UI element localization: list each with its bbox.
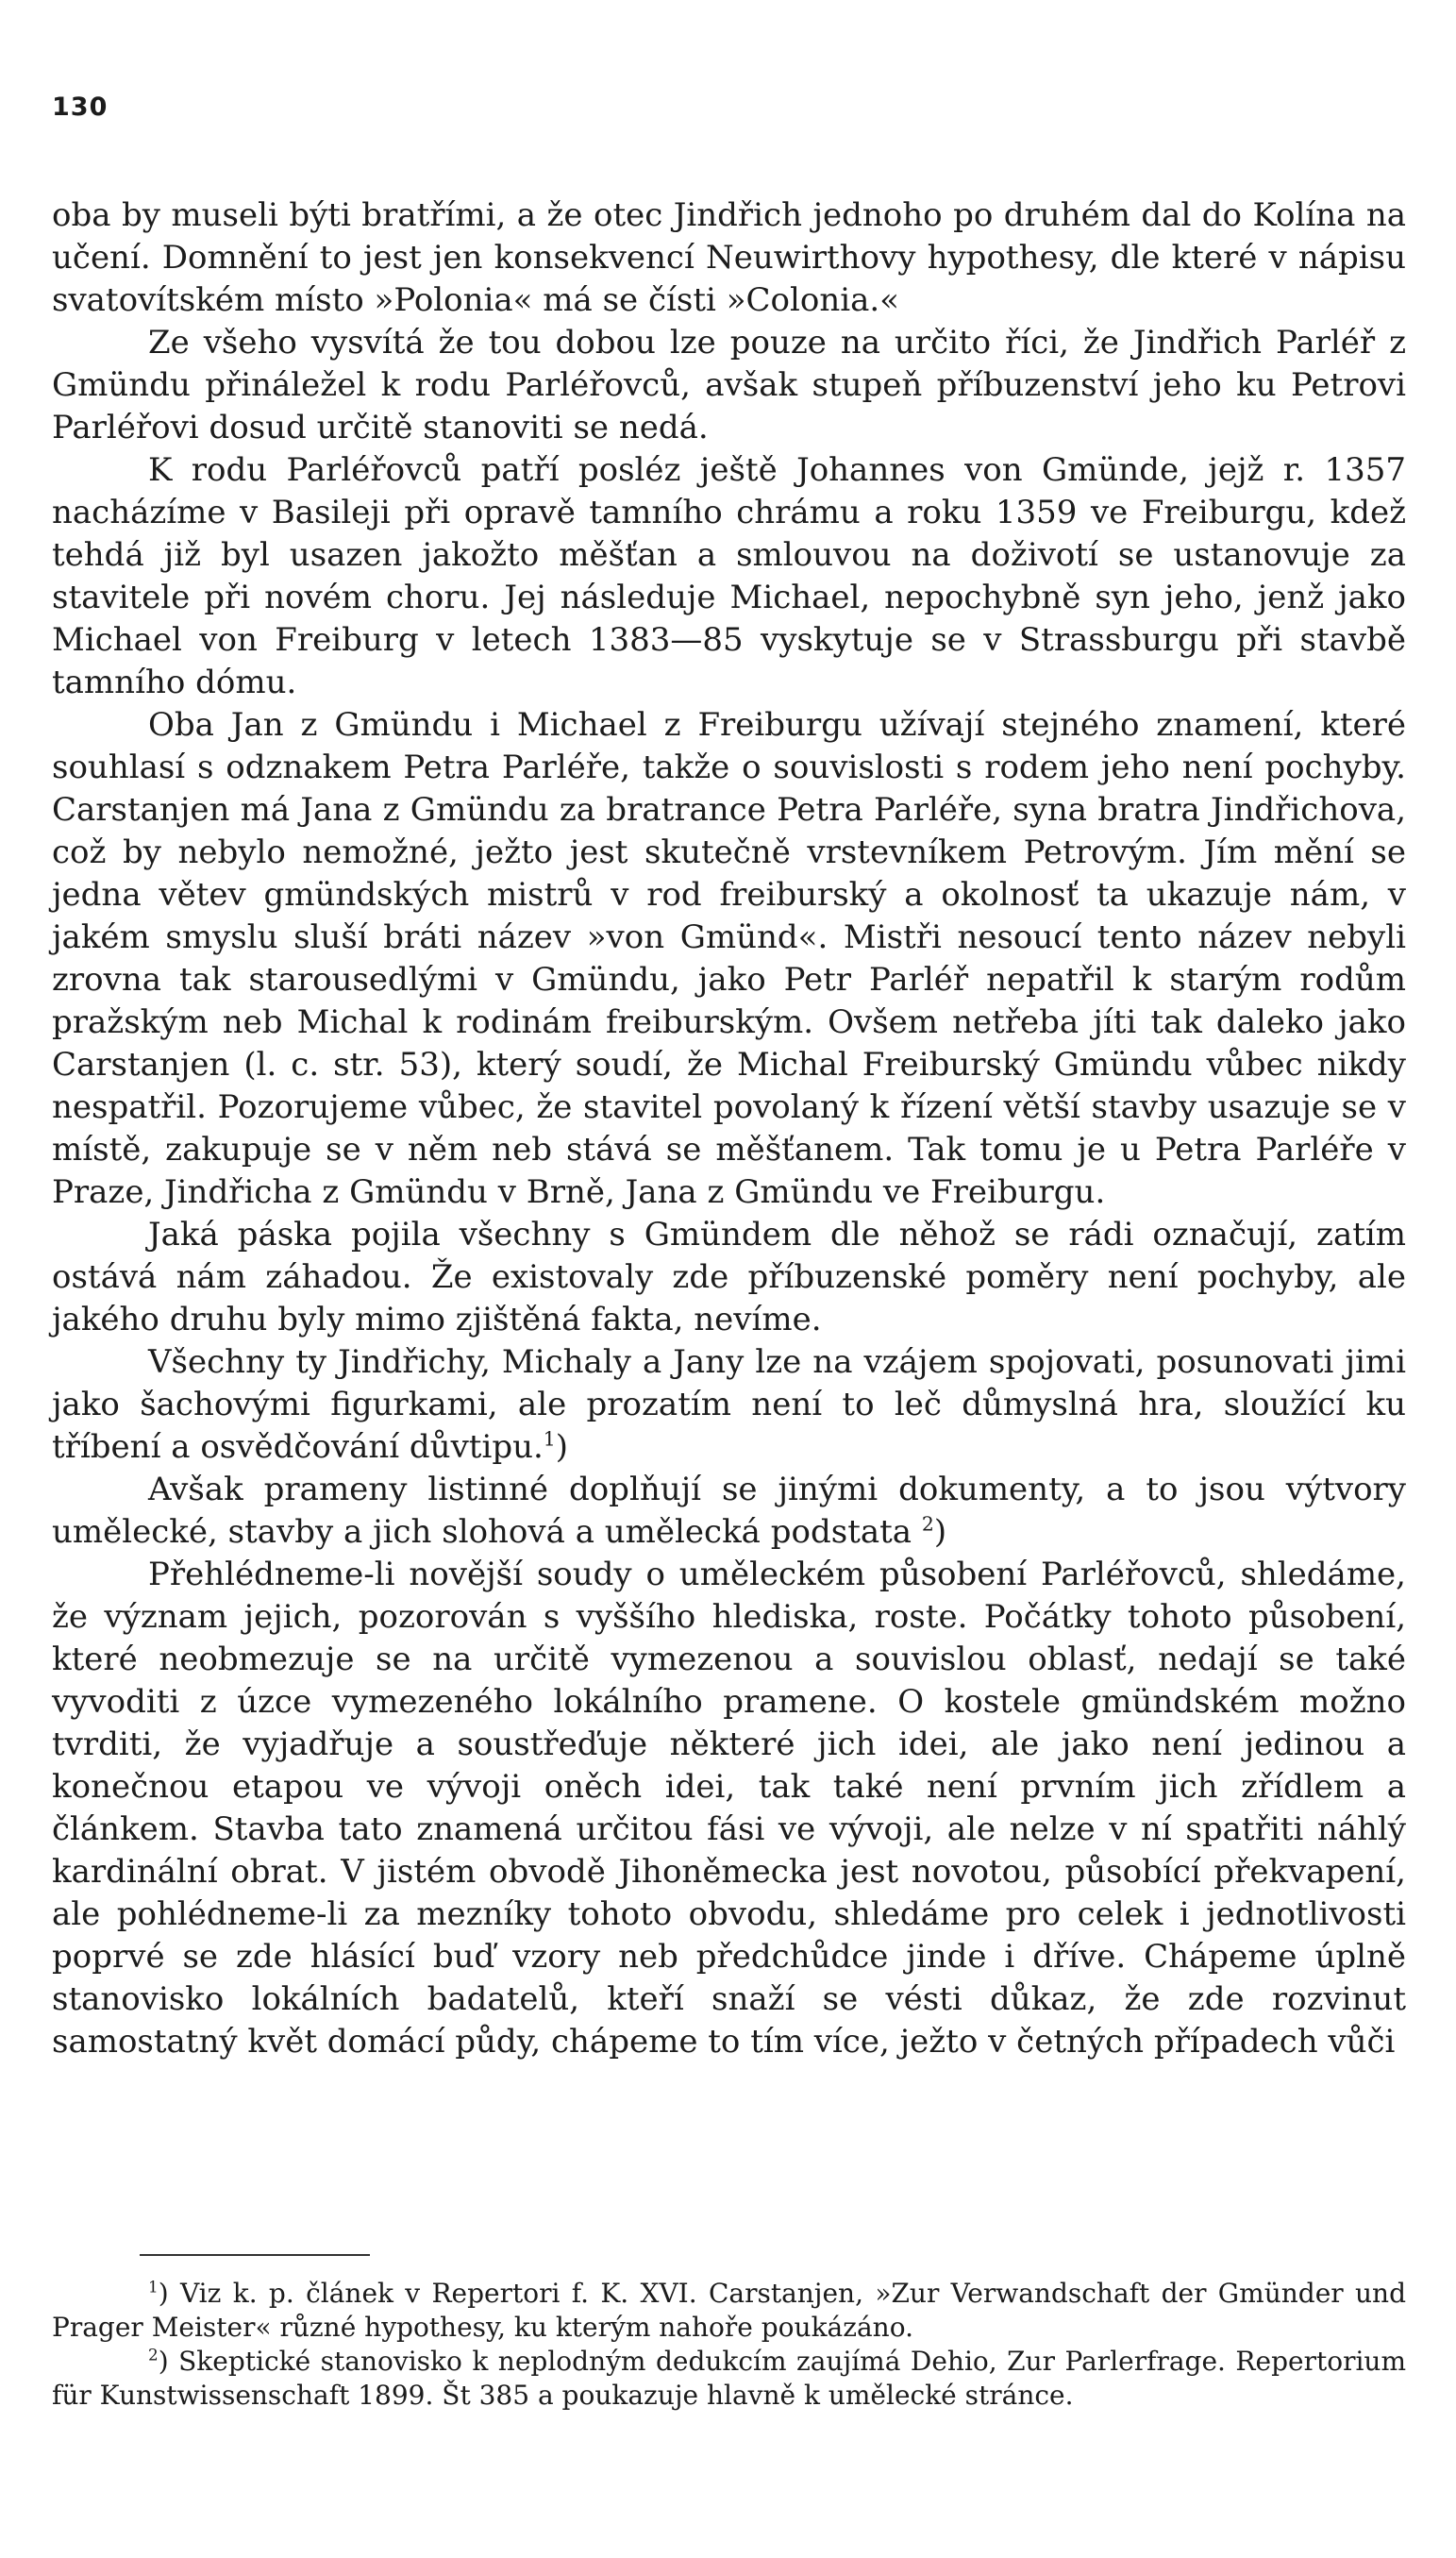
footnote-mark-paren: ) (158, 2278, 169, 2309)
footnote-mark: 1 (148, 2277, 159, 2297)
footnote-mark: 2 (148, 2345, 159, 2364)
footnotes (52, 2277, 1406, 2413)
paragraph: Přehlédneme-li novější soudy o uměleckém působení Parléřovců, shledáme, že význam jejich, pozorován s vyššího hlediska, roste. Počátky tohoto působení, které neobmezuje se na určitě vymezenou a souvislou oblasť, nedají se také vyvoditi z úzce vymezeného lokálního pramene. O kostele gmündském možno tvrditi, že vyjadřuje a soustřeďuje některé jich idei, ale jako není jedinou a konečnou etapou ve vývoji oněch idei, tak také není prvním jich zřídlem a článkem. Stavba tato znamená určitou fási ve vývoji, ale nelze v ní spatřiti náhlý kardinální obrat. V jistém obvodě Jihoněmecka jest novotou, působící překvapení, ale pohlédneme-li za mezníky tohoto obvodu, shledáme pro celek i jednotlivosti poprvé se zde hlásící buď vzory neb předchůdce jinde i dříve. Chápeme úplně stanovisko lokálních badatelů, kteří snaží se vésti důkaz, že zde rozvinut samostatný květ domácí půdy, chápeme to tím více, ježto v četných případech vůči (52, 1556, 1406, 2061)
body-text (52, 194, 1406, 2063)
paragraph: Oba Jan z Gmündu i Michael z Freiburgu užívají stejného znamení, které souhlasí s odznakem Petra Parléře, takže o souvislosti s rodem jeho není pochyby. Carstanjen má Jana z Gmündu za bratrance Petra Parléře, syna bratra Jindřichova, což by nebylo nemožné, ježto jest skutečně vrstevníkem Petrovým. Jím mění se jedna větev gmündských mistrů v rod freiburský a okolnosť ta ukazuje nám, v jakém smyslu sluší bráti název »von Gmünd«. Mistři nesoucí tento název nebyli zrovna tak starousedlými v Gmündu, jako Petr Parléř nepatřil k starým rodům pražským neb Michal k rodinám freiburským. Ovšem netřeba jíti tak daleko jako Carstanjen (l. c. str. 53), který soudí, že Michal Freiburský Gmündu vůbec nikdy nespatřil. Pozorujeme vůbec, že stavitel povolaný k řízení větší stavby usazuje se v místě, zakupuje se v něm neb stává se měšťanem. Tak tomu je u Petra Parléře v Praze, Jindřicha z Gmündu v Brně, Jana z Gmündu ve Freiburgu. (52, 706, 1406, 1211)
page-number: 130 (52, 93, 109, 122)
paragraph-text: Avšak prameny listinné doplňují se jinými dokumenty, a to jsou výtvory umělecké, stavby a jich slohová a umělecká podstata (52, 1471, 1406, 1551)
footnote-reference: 2 (921, 1512, 934, 1536)
paragraph-text: Všechny ty Jindřichy, Michaly a Jany lze na vzájem spojovati, posunovati jimi jako šachovými figurkami, ale prozatím není to leč důmyslná hra, sloužící ku tříbení a osvědčování důvtipu. (52, 1343, 1406, 1466)
footnote-text: Skeptické stanovisko k neplodným dedukcím zaujímá Dehio, Zur Parlerfrage. Repertorium für Kunstwissenschaft 1899. Št 385 a poukazuje hlavně k umělecké stránce. (52, 2346, 1406, 2411)
footnote-reference-paren: ) (555, 1428, 569, 1466)
paragraph: Jaká páska pojila všechny s Gmündem dle něhož se rádi označují, zatím ostává nám záhadou. Že existovaly zde příbuzenské poměry není pochyby, ale jakého druhu byly mimo zjištěná fakta, nevíme. (52, 1216, 1406, 1338)
footnote (52, 2345, 1406, 2413)
footnote-divider (140, 2254, 370, 2256)
footnote-mark-paren: ) (158, 2346, 169, 2377)
footnote-reference-paren: ) (933, 1513, 947, 1551)
paragraph-with-note (52, 1341, 1406, 1469)
footnote-text: Viz k. p. článek v Repertori f. K. XVI. Carstanjen, »Zur Verwandschaft der Gmünder und Prager Meister« různé hypothesy, ku kterým nahoře poukázáno. (52, 2278, 1406, 2343)
footnote (52, 2277, 1406, 2345)
paragraph: K rodu Parléřovců patří posléz ještě Johannes von Gmünde, jejž r. 1357 nacházíme v Basileji při opravě tamního chrámu a roku 1359 ve Freiburgu, kdež tehdá již byl usazen jakožto měšťan a smlouvou na doživotí se ustanovuje za stavitele při novém choru. Jej následuje Michael, nepochybně syn jeho, jenž jako Michael von Freiburg v letech 1383—85 vyskytuje se v Strassburgu při stavbě tamního dómu. (52, 451, 1406, 701)
paragraph: Ze všeho vysvítá že tou dobou lze pouze na určito říci, že Jindřich Parléř z Gmündu přináležel k rodu Parléřovců, avšak stupeň příbuzenství jeho ku Petrovi Parléřovi dosud určitě stanoviti se nedá. (52, 324, 1406, 446)
paragraph-with-note (52, 1469, 1406, 1554)
paragraph: oba by museli býti bratřími, a že otec Jindřich jednoho po druhém dal do Kolína na učení. Domnění to jest jen konsekvencí Neuwirthovy hypothesy, dle které v nápisu svatovítském místo »Polonia« má se čísti »Colonia.« (52, 196, 1406, 319)
footnote-reference: 1 (543, 1427, 556, 1451)
